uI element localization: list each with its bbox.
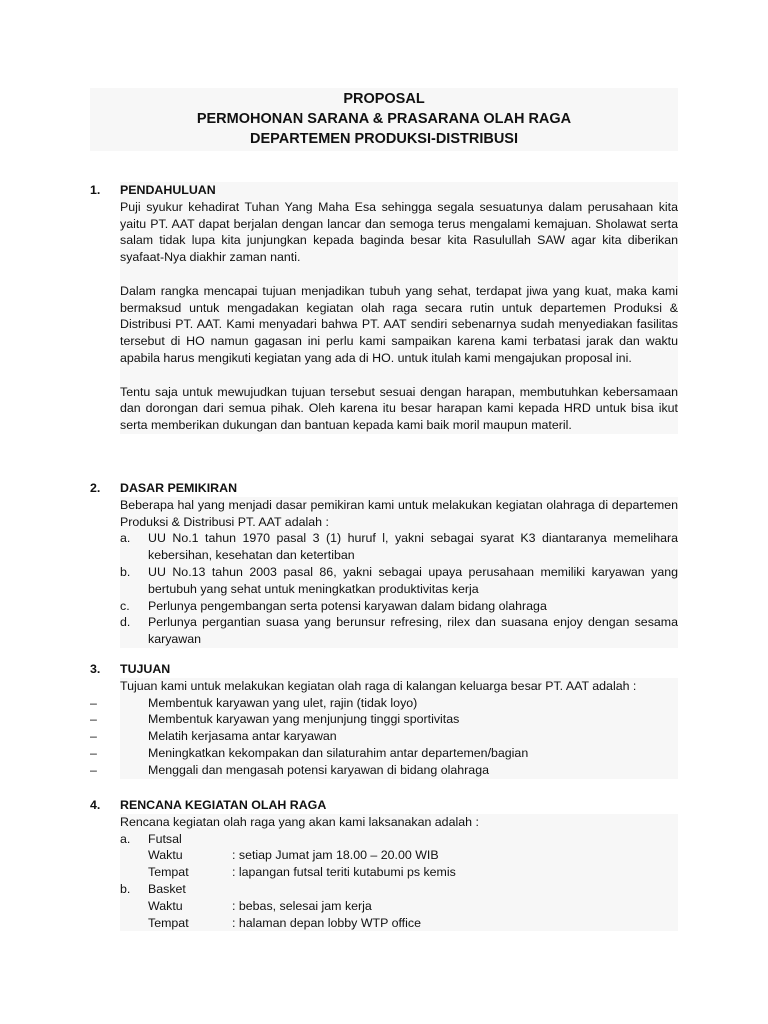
detail-value: : setiap Jumat jam 18.00 – 20.00 WIB — [232, 848, 439, 863]
section-heading: PENDAHULUAN — [120, 183, 216, 197]
activity-name: Basket — [148, 881, 186, 896]
section-tujuan — [90, 661, 678, 779]
title-line-1: PROPOSAL — [343, 91, 425, 107]
detail-label: Waktu — [148, 848, 183, 863]
section-intro: Rencana kegiatan olah raga yang akan kami laksanakan adalah : — [120, 814, 479, 829]
paragraph: Dalam rangka mencapai tujuan menjadikan tubuh yang sehat, terdapat jiwa yang kuat, maka kami bermaksud untuk mengadakan kegiatan olah raga secara rutin untuk departemen Produksi & Distribusi PT. AAT. Kami menyadari bahwa PT. AAT sendiri sebenarnya sudah menyediakan fasilitas tersebut di HO namun gagasan ini perlu kami sampaikan karena kami terbatasi jarak dan waktu apabila harus mengikuti kegiatan yang ada di HO. untuk itulah kami mengajukan proposal ini. — [120, 283, 678, 365]
dash-bullet-icon: – — [90, 762, 97, 777]
section-number: 2. — [90, 481, 101, 495]
list-item: b. UU No.13 tahun 2003 pasal 86, yakni sebagai upaya perusahaan memiliki karyawan yang bertubuh yang sehat untuk meningkatkan produktivitas kerja — [120, 564, 678, 596]
list-item: c. Perlunya pengembangan serta potensi karyawan dalam bidang olahraga — [120, 598, 547, 613]
section-intro: Beberapa hal yang menjadi dasar pemikiran kami untuk melakukan kegiatan olahraga di departemen Produksi & Distribusi PT. AAT adalah : — [120, 497, 678, 529]
section-number: 3. — [90, 662, 101, 676]
activity-futsal: a. Futsal Waktu : setiap Jumat jam 18.00 – 20.00 WIB Tempat : lapangan futsal teriti kutabumi ps kemis — [120, 831, 456, 880]
section-dasar-pemikiran — [90, 480, 678, 648]
section-heading: RENCANA KEGIATAN OLAH RAGA — [120, 798, 327, 812]
list-item: d. Perlunya pergantian suasa yang berunsur refresing, rilex dan suasana enjoy dengan sesama karyawan — [120, 615, 678, 647]
document-title — [90, 88, 678, 151]
section-number: 4. — [90, 798, 101, 812]
section-rencana-kegiatan — [90, 797, 678, 931]
list-item: – Membentuk karyawan yang ulet, rajin (tidak loyo) — [90, 695, 418, 710]
dash-bullet-icon: – — [90, 729, 97, 744]
list-item: – Meningkatkan kekompakan dan silaturahim antar departemen/bagian — [90, 745, 529, 760]
dash-bullet-icon: – — [90, 695, 97, 710]
detail-value: : bebas, selesai jam kerja — [232, 898, 372, 913]
list-item: – Membentuk karyawan yang menjunjung tinggi sportivitas — [90, 712, 460, 727]
detail-value: : lapangan futsal teriti kutabumi ps kemis — [232, 865, 456, 880]
activity-basket: b. Basket Waktu : bebas, selesai jam kerja Tempat : halaman depan lobby WTP office — [120, 881, 421, 930]
detail-label: Tempat — [148, 865, 189, 880]
detail-label: Tempat — [148, 915, 189, 930]
list-item: – Menggali dan mengasah potensi karyawan di bidang olahraga — [90, 762, 489, 777]
paragraph: Puji syukur kehadirat Tuhan Yang Maha Esa sehingga segala sesuatunya dalam perusahaan kita yaitu PT. AAT dapat berjalan dengan lancar dan semoga terus mengalami kemajuan. Sholawat serta salam tidak lupa kita junjungkan kepada baginda besar kita Rasulullah SAW agar kita diberikan syafaat-Nya diakhir zaman nanti. — [120, 199, 678, 265]
section-heading: DASAR PEMIKIRAN — [120, 481, 238, 495]
list-item: – Melatih kerjasama antar karyawan — [90, 729, 337, 744]
title-line-3: DEPARTEMEN PRODUKSI-DISTRIBUSI — [250, 131, 518, 147]
section-heading: TUJUAN — [120, 662, 171, 676]
title-line-2: PERMOHONAN SARANA & PRASARANA OLAH RAGA — [196, 111, 572, 127]
paragraph: Tentu saja untuk mewujudkan tujuan tersebut sesuai dengan harapan, membutuhkan kebersamaan dan dorongan dari semua pihak. Oleh karena itu besar harapan kami kepada HRD untuk bisa ikut serta memberikan dukungan dan bantuan kepada kami baik moril maupun materil. — [120, 384, 678, 433]
section-number: 1. — [90, 183, 101, 197]
list-item: a. UU No.1 tahun 1970 pasal 3 (1) huruf l, yakni sebagai syarat K3 diantaranya memelihara kebersihan, kesehatan dan ketertiban — [120, 531, 678, 563]
section-pendahuluan — [90, 182, 678, 434]
dash-bullet-icon: – — [90, 712, 97, 727]
activity-name: Futsal — [148, 831, 182, 846]
detail-value: : halaman depan lobby WTP office — [232, 915, 421, 930]
section-intro: Tujuan kami untuk melakukan kegiatan olah raga di kalangan keluarga besar PT. AAT adalah : — [120, 678, 637, 693]
dash-bullet-icon: – — [90, 745, 97, 760]
detail-label: Waktu — [148, 898, 183, 913]
